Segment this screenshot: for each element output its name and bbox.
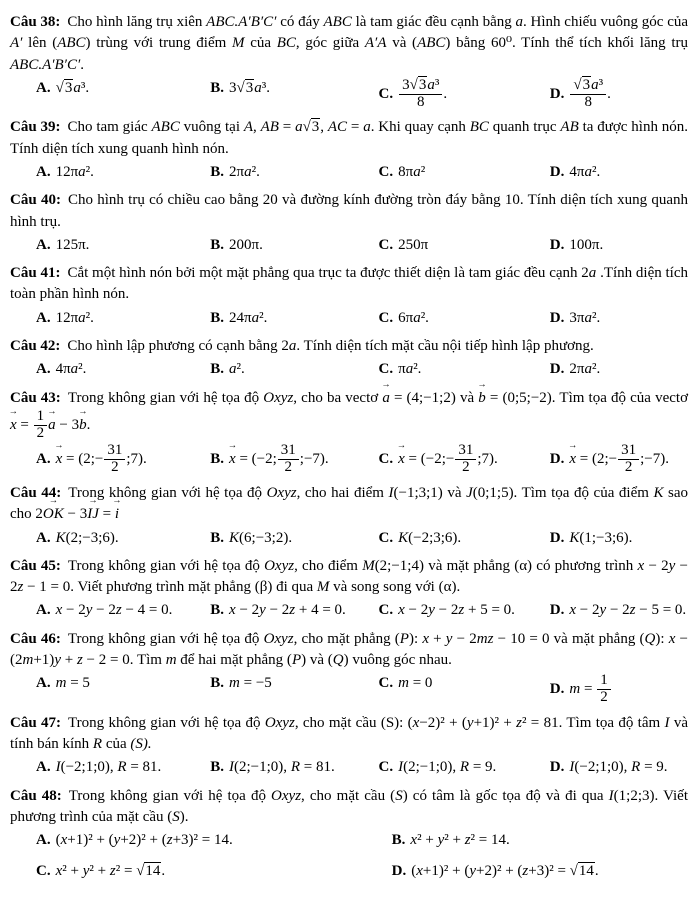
option-text: 4πa². <box>55 361 87 378</box>
option-text: I(−2;1;0), R = 9. <box>569 759 668 776</box>
question-body: Trong không gian với hệ tọa độ Oxyz, cho điểm M(2;−1;4) và mặt phẳng (α) có phương trình x − 2y − 2z − 1 = 0. Viết phương trình mặt phẳng (β) đi qua M và song song với (α). <box>10 557 689 596</box>
option-text: x² + y² + z² = 14. <box>410 832 510 849</box>
option-a <box>36 830 386 851</box>
option-a <box>36 78 204 111</box>
option-label: A. <box>36 361 51 378</box>
option-label: A. <box>36 79 51 96</box>
question-body: Trong không gian với hệ tọa độ Oxyz, cho mặt phẳng (P): x + y − 2mz − 10 = 0 và mặt phẳng (Q): x − (2m+1)y + z − 2 = 0. Tìm m để hai mặt phẳng (P) và (Q) vuông góc nhau. <box>10 630 688 669</box>
question-41 <box>10 263 688 329</box>
question-paragraph <box>10 388 688 442</box>
option-d <box>550 308 688 329</box>
option-text: m = 5 <box>55 675 90 692</box>
question-42 <box>10 336 688 381</box>
option-text: 3√3a³. <box>229 79 270 96</box>
option-text: K(1;−3;6). <box>569 529 633 546</box>
question-46 <box>10 629 688 706</box>
option-a <box>36 528 204 549</box>
option-text: a². <box>229 361 245 378</box>
question-paragraph <box>10 263 688 306</box>
option-b <box>392 830 688 851</box>
question-paragraph <box>10 629 688 672</box>
option-d <box>392 861 688 882</box>
options-row <box>10 78 688 111</box>
option-text: x → = (2;− $\frac{31}{2}$ ;7). <box>56 451 147 467</box>
option-a <box>36 757 204 778</box>
option-d <box>550 162 688 183</box>
question-body: Trong không gian với hệ tọa độ Oxyz, cho mặt cầu (S) có tâm là gốc tọa độ và đi qua I(1;2;3). Viết phương trình của mặt cầu (S). <box>10 787 689 826</box>
option-c <box>379 235 544 256</box>
option-d <box>550 528 688 549</box>
option-b <box>210 162 372 183</box>
question-body: Cho hình lăng trụ xiên ABC.A′B′C′ có đáy ABC là tam giác đều cạnh bằng a. Hình chiếu vuông góc của A′ lên (ABC) trùng với trung điểm M của BC, góc giữa A′A và (ABC) bằng 60⁰. Tính thể tích khối lăng trụ ABC.A′B′C′. <box>10 14 689 73</box>
options-row <box>10 757 688 778</box>
option-text: 3πa². <box>569 309 601 326</box>
option-text: I(2;−1;0), R = 81. <box>229 759 335 776</box>
question-43 <box>10 388 688 476</box>
question-48 <box>10 786 688 882</box>
option-label: D. <box>549 451 565 468</box>
question-body: Cắt một hình nón bởi một mặt phẳng qua trục ta được thiết diện là tam giác đều cạnh 2a .Tính diện tích toàn phần hình nón. <box>10 265 689 303</box>
question-body: Cho hình lập phương có cạnh bằng 2a. Tính diện tích mặt cầu nội tiếp hình lập phương. <box>67 338 594 355</box>
option-c <box>379 443 544 476</box>
option-label: A. <box>36 236 51 253</box>
option-text: x − 2y − 2z + 4 = 0. <box>229 602 346 619</box>
option-label: B. <box>210 79 225 96</box>
option-text: 12πa². <box>55 309 94 326</box>
option-text: √3a³. <box>55 79 90 96</box>
option-label: A. <box>36 675 51 692</box>
option-label: D. <box>549 361 565 378</box>
option-text: x − 2y − 2z − 5 = 0. <box>569 602 687 619</box>
question-number: Câu 48: <box>10 787 62 804</box>
option-text: m = $\frac{1}{2}$ <box>569 681 611 697</box>
option-text: $\frac{\text{3√3a³}}{8}$ . <box>398 86 447 102</box>
option-label: B. <box>391 832 406 849</box>
option-label: D. <box>549 236 565 253</box>
question-paragraph <box>10 786 688 829</box>
options-row <box>10 443 688 476</box>
option-text: 200π. <box>229 236 263 253</box>
option-text: I(−2;1;0), R = 81. <box>55 759 162 776</box>
options-row <box>10 162 688 183</box>
option-d <box>550 235 688 256</box>
option-label: C. <box>378 163 394 180</box>
option-label: D. <box>549 85 565 102</box>
question-number: Câu 46: <box>10 630 61 647</box>
question-paragraph <box>10 12 688 76</box>
options-row <box>10 673 688 706</box>
option-text: 250π <box>398 236 429 253</box>
option-text: K(6;−3;2). <box>229 529 293 546</box>
option-label: C. <box>378 451 394 468</box>
question-39 <box>10 117 688 183</box>
option-label: D. <box>549 759 565 776</box>
option-label: C. <box>36 862 51 879</box>
option-label: B. <box>210 602 225 619</box>
option-label: B. <box>210 361 225 378</box>
option-c <box>379 162 544 183</box>
option-text: x → = (−2; $\frac{31}{2}$ ;−7). <box>229 451 329 467</box>
question-number: Câu 38: <box>10 14 61 30</box>
option-label: A. <box>36 451 51 468</box>
option-c <box>379 757 544 778</box>
option-text: 8πa² <box>398 163 426 180</box>
option-d <box>550 673 688 706</box>
option-label: B. <box>210 675 225 692</box>
option-label: D. <box>549 163 565 180</box>
option-a <box>36 673 204 706</box>
option-label: B. <box>210 529 225 546</box>
option-label: C. <box>378 529 394 546</box>
option-text: m = 0 <box>398 675 433 692</box>
option-label: A. <box>36 759 51 776</box>
question-number: Câu 45: <box>10 557 61 574</box>
option-b <box>210 78 372 111</box>
option-b <box>210 235 372 256</box>
option-c <box>379 528 544 549</box>
question-44 <box>10 483 688 549</box>
option-label: A. <box>36 309 51 326</box>
option-text: $\frac{\text{√3a³}}{8}$ . <box>569 86 610 102</box>
option-text: (x+1)² + (y+2)² + (z+3)² = 14. <box>55 832 233 849</box>
option-label: B. <box>210 451 225 468</box>
option-text: 125π. <box>55 236 90 253</box>
option-label: D. <box>549 529 565 546</box>
option-b <box>210 673 372 706</box>
option-b <box>210 308 372 329</box>
question-38 <box>10 12 688 110</box>
question-paragraph <box>10 117 688 160</box>
option-a <box>36 162 204 183</box>
option-label: C. <box>378 602 394 619</box>
option-label: B. <box>210 759 225 776</box>
option-label: C. <box>378 675 394 692</box>
option-c <box>379 78 544 111</box>
question-number: Câu 47: <box>10 714 61 731</box>
option-d <box>550 757 688 778</box>
option-label: B. <box>210 236 225 253</box>
option-text: I(2;−1;0), R = 9. <box>398 759 497 776</box>
question-number: Câu 44: <box>10 484 62 501</box>
question-paragraph <box>10 336 688 357</box>
option-text: x² + y² + z² = √14. <box>55 862 166 879</box>
question-number: Câu 40: <box>10 192 61 209</box>
option-b <box>210 359 372 380</box>
option-c <box>379 308 544 329</box>
question-number: Câu 42: <box>10 338 61 355</box>
option-d <box>550 359 688 380</box>
option-a <box>36 600 204 621</box>
option-text: πa². <box>398 361 422 378</box>
question-45 <box>10 556 688 622</box>
option-label: A. <box>36 163 51 180</box>
options-row <box>10 308 688 329</box>
option-label: C. <box>378 309 394 326</box>
question-paragraph <box>10 190 688 233</box>
option-text: K(2;−3;6). <box>55 529 119 546</box>
option-label: A. <box>36 529 51 546</box>
option-text: x → = (−2;− $\frac{31}{2}$ ;7). <box>398 451 498 467</box>
question-40 <box>10 190 688 256</box>
option-text: 2πa². <box>569 361 601 378</box>
question-number: Câu 39: <box>10 119 61 136</box>
option-text: x − 2y − 2z + 5 = 0. <box>398 602 515 619</box>
option-text: x − 2y − 2z − 4 = 0. <box>55 602 173 619</box>
option-a <box>36 359 204 380</box>
option-text: m = −5 <box>229 675 272 692</box>
option-b <box>210 443 372 476</box>
option-text: 24πa². <box>229 309 268 326</box>
options-row <box>10 600 688 621</box>
option-text: 12πa². <box>55 163 94 180</box>
option-label: B. <box>210 309 225 326</box>
option-c <box>36 861 386 882</box>
question-47 <box>10 713 688 779</box>
option-label: C. <box>378 236 394 253</box>
option-c <box>379 673 544 706</box>
options-row <box>10 359 688 380</box>
option-text: K(−2;3;6). <box>398 529 462 546</box>
option-a <box>36 308 204 329</box>
question-body: Cho tam giác ABC vuông tại A, AB = a√3, AC = a. Khi quay cạnh BC quanh trục AB ta được hình nón. Tính diện tích xung quanh hình nón. <box>10 119 689 157</box>
question-number: Câu 41: <box>10 265 61 282</box>
options-row <box>10 528 688 549</box>
option-text: 100π. <box>569 236 604 253</box>
option-label: D. <box>549 309 565 326</box>
option-c <box>379 600 544 621</box>
options-grid <box>10 830 688 882</box>
option-label: D. <box>549 602 565 619</box>
question-paragraph <box>10 713 688 756</box>
option-label: C. <box>378 85 394 102</box>
option-b <box>210 600 372 621</box>
option-d <box>550 78 688 111</box>
option-label: B. <box>210 163 225 180</box>
option-text: 6πa². <box>398 309 429 326</box>
option-label: D. <box>391 862 407 879</box>
option-a <box>36 235 204 256</box>
question-paragraph <box>10 556 688 599</box>
option-d <box>550 600 688 621</box>
question-body: Trong không gian với hệ tọa độ Oxyz, cho mặt cầu (S): (x−2)² + (y+1)² + z² = 81. Tìm tọa độ tâm I và tính bán kính R của (S). <box>10 714 688 753</box>
options-row <box>10 235 688 256</box>
option-b <box>210 528 372 549</box>
option-d <box>550 443 688 476</box>
question-number: Câu 43: <box>10 389 61 406</box>
option-label: C. <box>378 361 394 378</box>
option-text: (x+1)² + (y+2)² + (z+3)² = √14. <box>411 862 599 879</box>
option-label: A. <box>36 602 51 619</box>
option-label: A. <box>36 832 51 849</box>
question-body: Cho hình trụ có chiều cao bằng 20 và đường kính đường tròn đáy bằng 10. Tính diện tích xung quanh hình trụ. <box>10 192 689 230</box>
question-paragraph <box>10 483 688 526</box>
option-text: x → = (2;− $\frac{31}{2}$ ;−7). <box>569 451 669 467</box>
option-text: 2πa². <box>229 163 260 180</box>
option-text: 4πa². <box>569 163 601 180</box>
option-label: C. <box>378 759 394 776</box>
option-b <box>210 757 372 778</box>
option-label: D. <box>549 681 565 698</box>
question-body: Trong không gian với hệ tọa độ Oxyz, cho ba vectơ a → = (4;−1;2) và b → = (0;5;−2). Tìm tọa độ của vectơ x → = $\frac{1}{2}$ a → − 3b →. <box>10 390 688 433</box>
option-a <box>36 443 204 476</box>
option-c <box>379 359 544 380</box>
question-body: Trong không gian với hệ tọa độ Oxyz, cho hai điểm I(−1;3;1) và J(0;1;5). Tìm tọa độ của điểm K sao cho 2OK → − 3IJ → = i → <box>10 485 688 522</box>
